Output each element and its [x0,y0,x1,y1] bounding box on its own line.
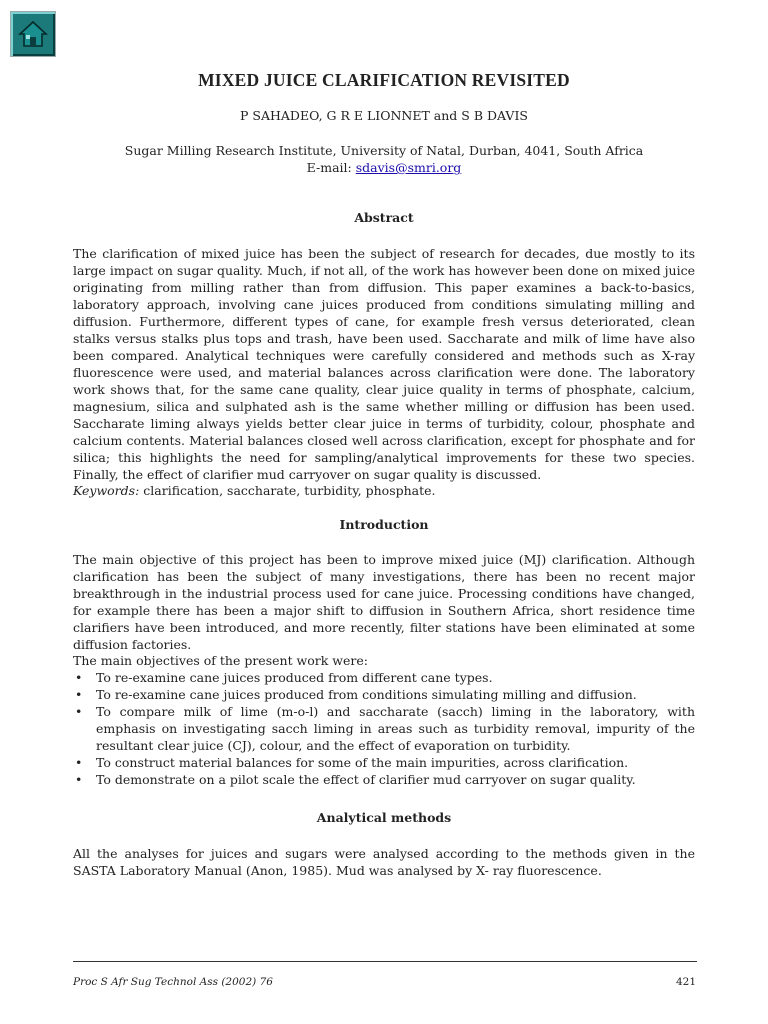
authors-last: S B DAVIS [461,108,528,123]
list-item: • To demonstrate on a pilot scale the effect of clarifier mud carryover on sugar quality. [73,771,695,788]
home-icon [18,19,48,49]
abstract-heading: Abstract [354,210,414,225]
footer-page-number: 421 [675,976,696,988]
email-link[interactable]: sdavis@smri.org [355,160,462,175]
analytical-methods-text: All the analyses for juices and sugars were analysed according to the methods given in the SASTA Laboratory Manual (Anon, 1985). Mud was analysed by X- ray fluorescence. [73,846,695,878]
keywords-label: Keywords: [73,483,140,498]
analytical-methods-heading: Analytical methods [316,810,452,825]
email-line [73,159,695,176]
list-item: • To re-examine cane juices produced from conditions simulating milling and diffusion. [73,686,695,703]
introduction-para: The main objective of this project has been to improve mixed juice (MJ) clarification. Although clarification has been the subject of many investigations, there has been no recent major breakthrough in the industrial process used for cane juice. Processing conditions have changed, for example there has been a major shift to diffusion in Southern Africa, short residence time clarifiers have been introduced, and more recently, filter stations have been eliminated at some diffusion factories. [73,552,695,652]
list-item: • To compare milk of lime (m-o-l) and saccharate (sacch) liming in the laboratory, with emphasis on investigating sacch liming in areas such as turbidity removal, impurity of the resultant clear juice (CJ), colour, and the effect of evaporation on turbidity. [73,703,695,754]
home-button[interactable] [10,11,56,57]
authors [73,108,695,123]
objectives-intro: The main objectives of the present work were: [73,653,368,668]
affiliation-block [73,142,695,176]
keywords [73,483,695,498]
footer-divider [73,961,697,962]
introduction-heading: Introduction [339,517,429,532]
list-item: • To re-examine cane juices produced from different cane types. [73,669,695,686]
keywords-text: clarification, saccharate, turbidity, phosphate. [143,483,436,498]
list-item: • To construct material balances for some of the main impurities, across clarification. [73,754,695,771]
footer-journal: Proc S Afr Sug Technol Ass (2002) 76 [73,976,273,988]
abstract-text: The clarification of mixed juice has been the subject of research for decades, due mostly to its large impact on sugar quality. Much, if not all, of the work has however been done on mixed juice originating from milling rather than from diffusion. This paper examines a back-to-basics, laboratory approach, involving cane juices produced from conditions simulating milling and diffusion. Furthermore, different types of cane, for example fresh versus deteriorated, clean stalks versus stalks plus tops and trash, have been used. Saccharate and milk of lime have also been compared. Analytical techniques were carefully considered and methods such as X-ray fluorescence were used, and material balances across clarification were done. The laboratory work shows that, for the same cane quality, clear juice quality in terms of phosphate, calcium, magnesium, silica and sulphated ash is the same whether milling or diffusion has been used. Saccharate liming always yields better clear juice in terms of turbidity, colour, phosphate and calcium contents. Material balances closed well across clarification, except for phosphate and for silica; this highlights the need for sampling/analytical improvements for these two species. Finally, the effect of clarifier mud carryover on sugar quality is discussed. [73,246,695,482]
email-label: E-mail: [306,160,352,175]
affiliation: Sugar Milling Research Institute, University of Natal, Durban, 4041, South Africa [124,143,644,158]
authors-and: and [433,108,458,123]
paper-title: MIXED JUICE CLARIFICATION REVISITED [198,70,570,90]
objectives-list [73,669,695,788]
authors-names: P SAHADEO, G R E LIONNET [240,108,430,123]
